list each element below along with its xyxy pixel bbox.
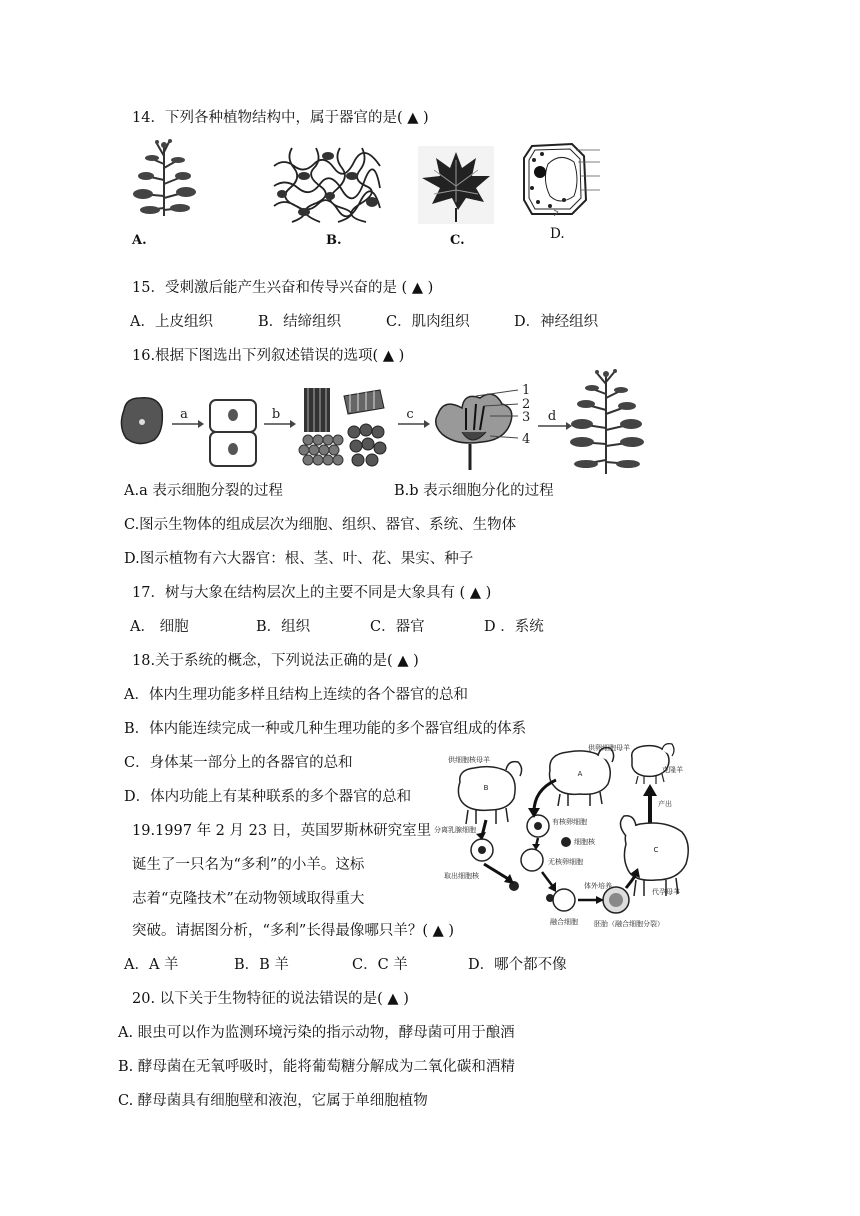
single-cell bbox=[121, 398, 162, 444]
mature-plant bbox=[570, 369, 644, 474]
q17-option-d: D ．系统 bbox=[484, 619, 544, 635]
in-vitro-label: 体外培养 bbox=[584, 882, 612, 890]
clone-sheep bbox=[632, 744, 674, 784]
born-label: 产出 bbox=[658, 800, 672, 808]
q20-option-c: C. 酵母菌具有细胞壁和液泡，它属于单细胞植物 bbox=[118, 1093, 428, 1109]
plant-image bbox=[128, 136, 198, 218]
q16-option-d: D.图示植物有六大器官：根、茎、叶、花、果实、种子 bbox=[124, 551, 474, 567]
surrogate-label: 代孕母羊 bbox=[652, 888, 680, 896]
sheep-b bbox=[458, 762, 521, 824]
q15-stem: 15．受刺激后能产生兴奋和传导兴奋的是 ( ▲ ) bbox=[132, 280, 434, 296]
cloning-diagram bbox=[430, 740, 700, 936]
q15-option-a: A．上皮组织 bbox=[130, 314, 213, 330]
q17-stem: 17．树与大象在结构层次上的主要不同是大象具有 ( ▲ ) bbox=[132, 585, 492, 601]
q18-option-b: B．体内能连续完成一种或几种生理功能的多个器官组成的体系 bbox=[124, 721, 527, 737]
plant-development-diagram bbox=[118, 368, 658, 480]
q19-option-b: B．B 羊 bbox=[234, 957, 289, 973]
arrow-label-d: d bbox=[547, 409, 557, 424]
nucleus-donor-label: 供细胞核母羊 bbox=[448, 756, 490, 764]
q19-line-2: 诞生了一只名为“多利”的小羊。这标 bbox=[132, 857, 365, 873]
arrow-label-b: b bbox=[271, 407, 281, 422]
leaf-image bbox=[418, 146, 494, 224]
q16-stem: 16.根据下图选出下列叙述错误的选项( ▲ ) bbox=[132, 348, 405, 364]
enucleated-egg-cell bbox=[521, 849, 543, 871]
q14-label-a: A. bbox=[132, 233, 147, 248]
epidermis-cells-image bbox=[272, 146, 382, 224]
sheep-b-letter: B bbox=[483, 784, 489, 792]
extracted-nucleus bbox=[561, 837, 571, 847]
fused-cell bbox=[546, 889, 575, 911]
q15-option-b: B．结缔组织 bbox=[258, 314, 342, 330]
arrow-label-a: a bbox=[180, 407, 188, 422]
embryo-cell bbox=[603, 887, 629, 913]
q17-option-a: A． 细胞 bbox=[130, 619, 189, 635]
q15-option-d: D．神经组织 bbox=[514, 314, 599, 330]
q14-label-c: C. bbox=[450, 233, 465, 248]
q16-option-a: A.a 表示细胞分裂的过程 bbox=[124, 483, 283, 499]
flower bbox=[436, 390, 518, 470]
sheep-c-letter: C bbox=[653, 846, 659, 854]
q16-option-c: C.图示生物体的组成层次为细胞、组织、器官、系统、生物体 bbox=[124, 517, 517, 533]
q19-line-4: 突破。请据图分析，“多利”长得最像哪只羊？( ▲ ) bbox=[132, 923, 455, 939]
q16-option-b: B.b 表示细胞分化的过程 bbox=[394, 483, 554, 499]
q17-option-c: C．器官 bbox=[370, 619, 425, 635]
q19-line-3: 志着“克隆技术”在动物领域取得重大 bbox=[132, 891, 365, 907]
q18-option-a: A．体内生理功能多样且结构上连续的各个器官的总和 bbox=[124, 687, 468, 703]
q20-stem: 20. 以下关于生物特征的说法错误的是( ▲ ) bbox=[132, 991, 409, 1007]
embryo-label: 胚胎（融合细胞分裂） bbox=[594, 920, 664, 928]
egg-donor-label: 供卵细胞母羊 bbox=[588, 744, 630, 752]
q17-option-b: B．组织 bbox=[256, 619, 311, 635]
arrow-label-c: c bbox=[406, 407, 414, 422]
q19-option-a: A．A 羊 bbox=[124, 957, 179, 973]
sheep-a-letter: A bbox=[577, 770, 583, 778]
flower-part-4: 4 bbox=[522, 432, 531, 447]
q18-option-d: D．体内功能上有某种联系的多个器官的总和 bbox=[124, 789, 412, 805]
q14-stem: 14．下列各种植物结构中，属于器官的是( ▲ ) bbox=[132, 110, 429, 126]
two-cells bbox=[210, 400, 256, 466]
flower-part-1: 1 bbox=[522, 383, 531, 398]
clone-label: 克隆羊 bbox=[662, 766, 683, 774]
nucleated-egg-label: 有核卵细胞 bbox=[552, 818, 587, 826]
enucleated-egg-label: 无核卵细胞 bbox=[548, 858, 583, 866]
nucleated-egg-cell bbox=[527, 815, 549, 837]
isolate-label: 分离乳腺细胞 bbox=[434, 826, 476, 834]
fused-cell-label: 融合细胞 bbox=[550, 918, 578, 926]
q20-option-a: A. 眼虫可以作为监测环境污染的指示动物，酵母菌可用于酿酒 bbox=[118, 1025, 515, 1041]
mammary-cell bbox=[471, 839, 493, 861]
q15-option-c: C．肌肉组织 bbox=[386, 314, 470, 330]
take-nucleus-label: 取出细胞核 bbox=[444, 872, 479, 880]
q19-line-1: 19.1997 年 2 月 23 日，英国罗斯林研究室里 bbox=[132, 823, 432, 839]
q19-option-d: D．哪个都不像 bbox=[468, 957, 567, 973]
q20-option-b: B. 酵母菌在无氧呼吸时，能将葡萄糖分解成为二氧化碳和酒精 bbox=[118, 1059, 515, 1075]
flower-part-2: 2 bbox=[522, 397, 531, 412]
q14-label-b: B. bbox=[326, 233, 342, 248]
q18-stem: 18.关于系统的概念，下列说法正确的是( ▲ ) bbox=[132, 653, 419, 669]
q18-option-c: C．身体某一部分上的各器官的总和 bbox=[124, 755, 353, 771]
cell-nucleus-label: 细胞核 bbox=[574, 838, 595, 846]
flower-part-3: 3 bbox=[522, 410, 531, 425]
plant-cell-image bbox=[520, 140, 604, 220]
q14-label-d: D. bbox=[550, 226, 565, 242]
tissues bbox=[299, 388, 386, 466]
q19-option-c: C．C 羊 bbox=[352, 957, 408, 973]
